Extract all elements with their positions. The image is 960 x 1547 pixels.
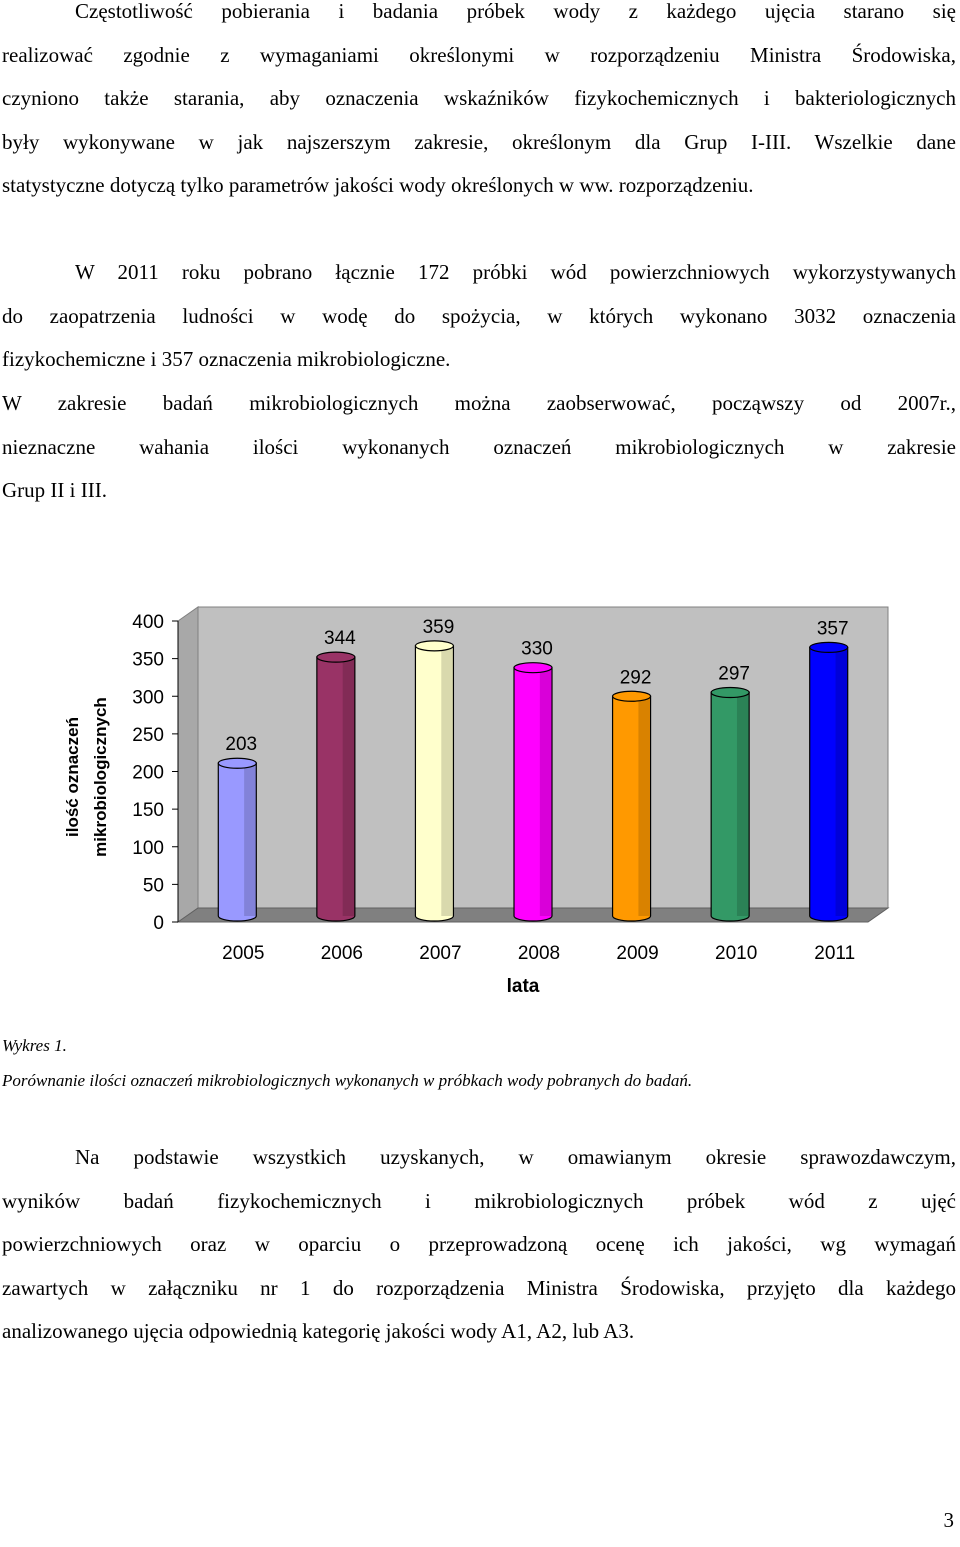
paragraph-1 — [2, 0, 956, 208]
paragraph-4-line: zawartych w załączniku nr 1 do rozporządzenia Ministra Środowiska, przyjęto dla każdego — [2, 1275, 956, 1300]
x-tick-label: 2011 — [814, 943, 856, 964]
y-tick-label: 350 — [132, 649, 164, 671]
bar-shade — [737, 693, 748, 916]
chart-side-wall — [178, 607, 198, 922]
y-axis-label: ilość oznaczeń — [63, 717, 82, 837]
bar — [613, 691, 651, 921]
bar-shade — [540, 668, 551, 916]
bar-value-label: 330 — [521, 638, 553, 660]
bar-shade — [638, 696, 649, 916]
bar-shade — [441, 646, 452, 916]
bar-top — [317, 652, 355, 662]
x-tick-label: 2008 — [517, 943, 561, 964]
paragraph-2-line: W 2011 roku pobrano łącznie 172 próbki wód powierzchniowych wykorzystywanych — [75, 260, 956, 284]
bar-shade — [244, 763, 255, 916]
bar — [317, 652, 355, 921]
x-tick-label: 2010 — [715, 943, 758, 964]
paragraph-4-line: analizowanego ujęcia odpowiednią kategorię jakości wody A1, A2, lub A3. — [2, 1319, 635, 1343]
bar-value-label: 203 — [225, 734, 258, 756]
paragraph-4-line: powierzchniowych oraz w oparciu o przeprowadzoną ocenę ich jakości, wg wymagań — [2, 1232, 956, 1256]
y-tick-label: 0 — [153, 913, 164, 934]
x-tick-label: 2006 — [320, 943, 363, 964]
bar-top — [218, 758, 256, 768]
bar-value-label: 297 — [718, 663, 750, 685]
bar-value-label: 344 — [324, 628, 356, 650]
y-tick-label: 400 — [132, 612, 164, 633]
y-tick-label: 300 — [132, 687, 164, 709]
paragraph-3 — [2, 382, 956, 513]
paragraph-1-line: czyniono także starania, aby oznaczenia wskaźników fizykochemicznych i bakteriologicznych — [2, 86, 956, 110]
paragraph-2-line: do zaopatrzenia ludności w wodę do spożycia, w których wykonano 3032 oznaczenia — [2, 303, 956, 328]
paragraph-3-line: W zakresie badań mikrobiologicznych można zaobserwować, począwszy od 2007r., — [2, 391, 956, 415]
bar-shade — [343, 657, 354, 916]
y-tick-label: 50 — [142, 875, 164, 897]
figure-caption: Porównanie ilości oznaczeń mikrobiologicznych wykonanych w próbkach wody pobranych do badań. — [2, 1071, 693, 1090]
paragraph-1-line: statystyczne dotyczą tylko parametrów jakości wody określonych w ww. rozporządzeniu. — [2, 173, 754, 197]
x-tick-label: 2005 — [222, 943, 265, 964]
paragraph-4 — [2, 1136, 956, 1354]
bar-value-label: 357 — [816, 618, 849, 640]
bar-shade — [836, 647, 847, 916]
paragraph-2-line: fizykochemiczne i 357 oznaczenia mikrobiologiczne. — [2, 347, 451, 371]
bar — [810, 642, 848, 921]
bar-top — [613, 691, 651, 701]
bar — [711, 688, 749, 921]
bar — [415, 641, 453, 921]
paragraph-1-line: Częstotliwość pobierania i badania próbek wody z każdego ujęcia starano się — [75, 0, 956, 23]
y-axis-label: mikrobiologicznych — [91, 697, 110, 857]
page-number: 3 — [943, 1508, 954, 1532]
figure-label: Wykres 1. — [2, 1036, 67, 1055]
paragraph-4-line: Na podstawie wszystkich uzyskanych, w omawianym okresie sprawozdawczym, — [75, 1145, 956, 1169]
bar-top — [711, 688, 749, 698]
x-tick-label: 2009 — [616, 943, 659, 964]
bar-top — [415, 641, 453, 651]
paragraph-3-line: Grup II i III. — [2, 478, 107, 502]
bar-value-label: 359 — [422, 616, 455, 638]
bar — [218, 758, 256, 921]
y-tick-label: 150 — [132, 800, 164, 822]
bar-chart — [0, 585, 960, 995]
paragraph-3-line: nieznaczne wahania ilości wykonanych oznaczeń mikrobiologicznych w zakresie — [2, 434, 956, 459]
paragraph-1-line: realizować zgodnie z wymaganiami określonymi w rozporządzeniu Ministra Środowiska, — [2, 42, 956, 67]
y-tick-label: 250 — [132, 724, 164, 746]
bar-value-label: 292 — [619, 667, 652, 689]
x-tick-label: 2007 — [419, 943, 462, 964]
x-axis-label: lata — [506, 976, 540, 995]
paragraph-2 — [2, 251, 956, 382]
paragraph-4-line: wyników badań fizykochemicznych i mikrobiologicznych próbek wód z ujęć — [2, 1188, 956, 1213]
bar-top — [810, 642, 848, 652]
bar — [514, 663, 552, 921]
y-tick-label: 100 — [132, 837, 164, 859]
paragraph-1-line: były wykonywane w jak najszerszym zakresie, określonym dla Grup I-III. Wszelkie dane — [2, 129, 956, 154]
y-tick-label: 200 — [132, 762, 164, 784]
chart-axis — [172, 621, 178, 922]
bar-top — [514, 663, 552, 673]
